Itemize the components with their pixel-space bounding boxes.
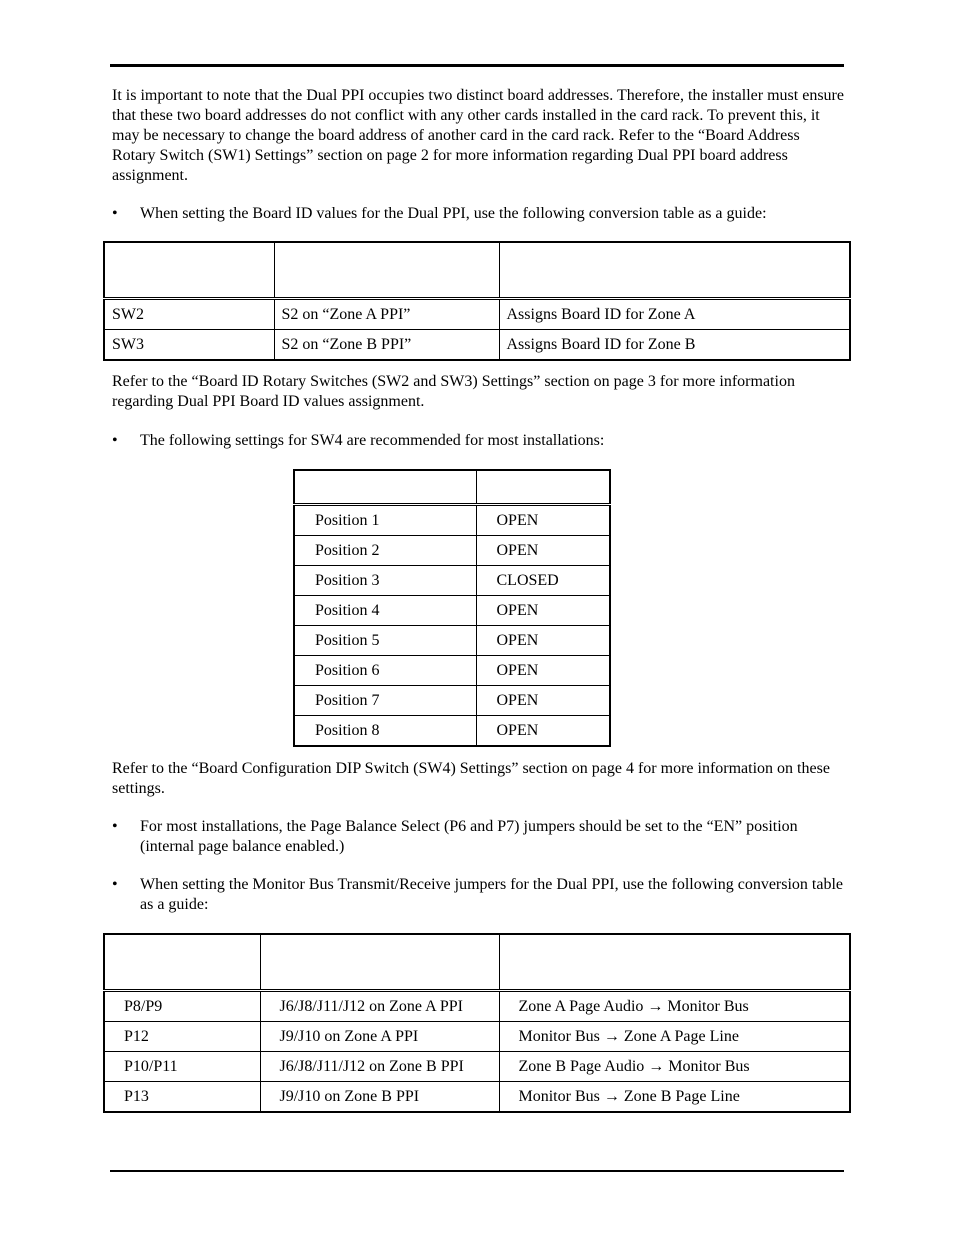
table-cell: P10/P11 bbox=[104, 1052, 260, 1082]
table-cell: Position 4 bbox=[294, 596, 476, 626]
table-cell: Position 2 bbox=[294, 536, 476, 566]
table-cell: Assigns Board ID for Zone A bbox=[499, 299, 850, 330]
table-cell: SW3 bbox=[104, 330, 274, 361]
header-cell bbox=[260, 934, 499, 991]
sw4-settings-table bbox=[293, 469, 611, 747]
table-cell: CLOSED bbox=[476, 566, 610, 596]
table-cell: J9/J10 on Zone B PPI bbox=[260, 1082, 499, 1113]
table-cell: Position 5 bbox=[294, 626, 476, 656]
header-cell bbox=[499, 242, 850, 299]
table-cell: S2 on “Zone B PPI” bbox=[274, 330, 499, 361]
header-cell bbox=[294, 470, 476, 505]
table-row bbox=[294, 716, 610, 747]
table-cell: J6/J8/J11/J12 on Zone B PPI bbox=[260, 1052, 499, 1082]
header-cell bbox=[476, 470, 610, 505]
table-row bbox=[104, 330, 850, 361]
table-cell: Monitor Bus → Zone A Page Line bbox=[499, 1022, 850, 1052]
table-cell: Position 3 bbox=[294, 566, 476, 596]
table-header-row bbox=[104, 934, 850, 991]
table-row bbox=[104, 1022, 850, 1052]
header-cell bbox=[274, 242, 499, 299]
table-cell: Assigns Board ID for Zone B bbox=[499, 330, 850, 361]
bullet-marker: • bbox=[112, 432, 118, 449]
refer-board-id-paragraph: Refer to the “Board ID Rotary Switches (SW2 and SW3) Settings” section on page 3 for more information regarding Dual PPI Board ID values assignment. bbox=[112, 373, 795, 410]
table-cell: S2 on “Zone A PPI” bbox=[274, 299, 499, 330]
bullet-board-id-text: When setting the Board ID values for the Dual PPI, use the following conversion table as a guide: bbox=[140, 205, 767, 222]
table-cell: OPEN bbox=[476, 716, 610, 747]
table-cell: Position 7 bbox=[294, 686, 476, 716]
bullet-marker: • bbox=[112, 876, 118, 893]
intro-paragraph: It is important to note that the Dual PPI occupies two distinct board addresses. Therefore, the installer must ensure that these two board addresses do not conflict with any other cards installed in the card rack. To prevent this, it may be necessary to change the board address of another card in the card rack. Refer to the “Board Address Rotary Switch (SW1) Settings” section on page 2 for more information regarding Dual PPI board address assignment. bbox=[112, 87, 844, 184]
bullet-sw4 bbox=[112, 431, 847, 451]
table-cell: OPEN bbox=[476, 656, 610, 686]
table-cell: Zone A Page Audio → Monitor Bus bbox=[499, 991, 850, 1022]
table-cell: Position 8 bbox=[294, 716, 476, 747]
table-row bbox=[104, 299, 850, 330]
table-cell: Monitor Bus → Zone B Page Line bbox=[499, 1082, 850, 1113]
table-row bbox=[294, 656, 610, 686]
table-cell: OPEN bbox=[476, 596, 610, 626]
table-cell: J9/J10 on Zone A PPI bbox=[260, 1022, 499, 1052]
table-cell: Position 1 bbox=[294, 505, 476, 536]
header-rule bbox=[110, 64, 844, 67]
bullet-marker: • bbox=[112, 205, 118, 222]
table-row bbox=[104, 1052, 850, 1082]
table-row bbox=[104, 991, 850, 1022]
table-header-row bbox=[104, 242, 850, 299]
monitor-bus-conversion-table bbox=[103, 933, 851, 1113]
table-row bbox=[294, 626, 610, 656]
refer-sw4-paragraph: Refer to the “Board Configuration DIP Switch (SW4) Settings” section on page 4 for more information on these settings. bbox=[112, 760, 830, 797]
header-cell bbox=[499, 934, 850, 991]
table-cell: P13 bbox=[104, 1082, 260, 1113]
table-cell: Position 6 bbox=[294, 656, 476, 686]
bullet-sw4-text: The following settings for SW4 are recommended for most installations: bbox=[140, 432, 605, 449]
bullet-monitor-bus bbox=[112, 875, 847, 915]
table-cell: OPEN bbox=[476, 686, 610, 716]
board-id-conversion-table bbox=[103, 241, 851, 361]
bullet-page-balance bbox=[112, 817, 847, 857]
table-header-row bbox=[294, 470, 610, 505]
table-row bbox=[294, 686, 610, 716]
bullet-marker: • bbox=[112, 818, 118, 835]
table-cell: OPEN bbox=[476, 626, 610, 656]
table-cell: P12 bbox=[104, 1022, 260, 1052]
table-cell: OPEN bbox=[476, 505, 610, 536]
table-row bbox=[294, 505, 610, 536]
footer-rule bbox=[110, 1170, 844, 1172]
bullet-monitor-bus-text: When setting the Monitor Bus Transmit/Receive jumpers for the Dual PPI, use the following conversion table as a guide: bbox=[140, 876, 844, 913]
header-cell bbox=[104, 242, 274, 299]
table-cell: SW2 bbox=[104, 299, 274, 330]
table-row bbox=[294, 566, 610, 596]
table-cell: P8/P9 bbox=[104, 991, 260, 1022]
bullet-board-id bbox=[112, 204, 847, 224]
table-cell: OPEN bbox=[476, 536, 610, 566]
header-cell bbox=[104, 934, 260, 991]
table-row bbox=[294, 596, 610, 626]
bullet-page-balance-text: For most installations, the Page Balance Select (P6 and P7) jumpers should be set to the “EN” position (internal page balance enabled.) bbox=[140, 818, 798, 855]
table-cell: Zone B Page Audio → Monitor Bus bbox=[499, 1052, 850, 1082]
table-row bbox=[104, 1082, 850, 1113]
table-cell: J6/J8/J11/J12 on Zone A PPI bbox=[260, 991, 499, 1022]
table-row bbox=[294, 536, 610, 566]
